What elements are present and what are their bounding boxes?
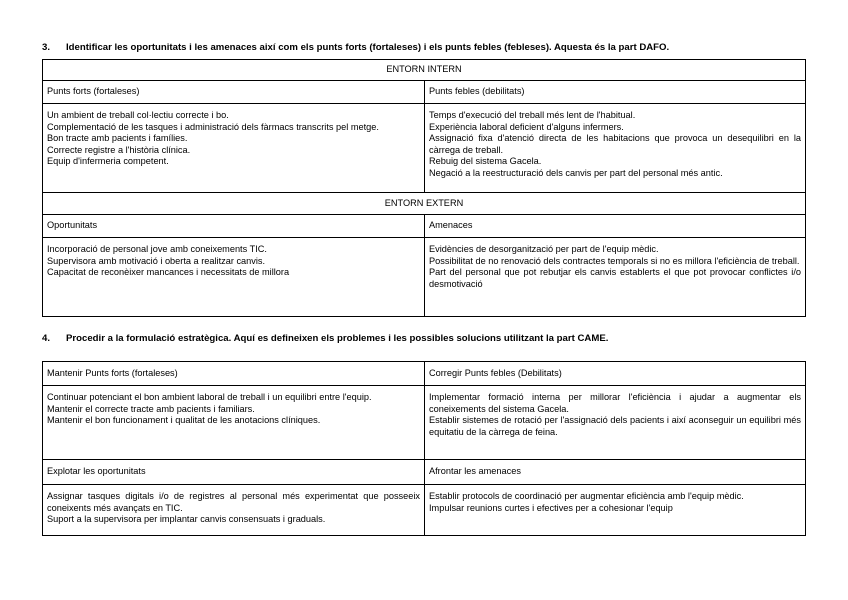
confront-item: Impulsar reunions curtes i efectives per a cohesionar l'equip: [429, 502, 673, 513]
exploit-item: Assignar tasques digitals i/o de registres al personal més experimentat que posseeix coneixents més avançats en TIC.: [47, 491, 420, 513]
section-4-number: 4.: [42, 333, 51, 344]
section-3-heading: [42, 42, 832, 53]
maintain-item: Mantenir el bon funcionament i qualitat de les anotacions clíniques.: [47, 415, 321, 426]
strengths-header: Punts forts (fortaleses): [43, 81, 425, 104]
maintain-header: Mantenir Punts forts (fortaleses): [43, 362, 425, 386]
correct-header: Corregir Punts febles (Debilitats): [425, 362, 806, 386]
maintain-item: Continuar potenciant el bon ambient laboral de treball i un equilibri entre l'equip.: [47, 392, 372, 402]
threats-cell: [425, 238, 806, 317]
threat-item: Possibilitat de no renovació dels contractes temporals si no es millora l'eficiència de treball.: [429, 255, 800, 266]
strength-item: Equip d'infermeria competent.: [47, 156, 169, 167]
weakness-item: Temps d'execució del treball més lent de l'habitual.: [429, 110, 636, 120]
opportunities-header: Oportunitats: [43, 215, 425, 238]
opportunities-cell: [43, 238, 425, 317]
strength-item: Complementació de les tasques i administració dels fàrmacs transcrits pel metge.: [47, 121, 379, 132]
section-3-title: Identificar les oportunitats i les amenaces així com els punts forts (fortaleses) i els punts febles (febleses). Aquesta és la part DAFO.: [66, 42, 670, 53]
strength-item: Correcte registre a l'història clínica.: [47, 144, 191, 155]
maintain-item: Mantenir el correcte tracte amb pacients i familiars.: [47, 403, 255, 414]
threat-item: Evidències de desorganització per part de l'equip mèdic.: [429, 244, 659, 254]
weaknesses-header: Punts febles (debilitats): [425, 81, 806, 104]
correct-cell: [425, 386, 806, 460]
section-4-heading: [42, 333, 832, 344]
correct-item: Implementar formació interna per millorar l'eficiència i ajudar a augmentar els coneixements del sistema Gacela.: [429, 392, 801, 414]
weakness-item: Rebuig del sistema Gacela.: [429, 156, 542, 167]
section-4-title: Procedir a la formulació estratègica. Aquí es defineixen els problemes i les possibles solucions utilitzant la part CAME.: [66, 333, 609, 344]
entorn-extern-header: ENTORN EXTERN: [43, 193, 806, 215]
weaknesses-cell: [425, 104, 806, 193]
strength-item: Bon tracte amb pacients i famílies.: [47, 133, 188, 144]
exploit-item: Suport a la supervisora per implantar canvis consensuats i graduals.: [47, 514, 326, 525]
entorn-intern-header: ENTORN INTERN: [43, 60, 806, 81]
threats-header: Amenaces: [425, 215, 806, 238]
dafo-table: [42, 59, 806, 317]
strength-item: Un ambient de treball col·lectiu correcte i bo.: [47, 110, 229, 120]
opportunity-item: Capacitat de reconèixer mancances i necessitats de millora: [47, 267, 290, 278]
confront-header: Afrontar les amenaces: [425, 460, 806, 485]
exploit-cell: [43, 485, 425, 536]
maintain-cell: [43, 386, 425, 460]
opportunity-item: Supervisora amb motivació i oberta a realitzar canvis.: [47, 255, 266, 266]
opportunity-item: Incorporació de personal jove amb coneixements TIC.: [47, 244, 267, 254]
correct-item: Establir sistemes de rotació per l'assignació dels pacients i així aconseguir un equilibri més equitatiu de la càrrega de feina.: [429, 415, 801, 437]
weakness-item: Assignació fixa d'atenció directa de les habitacions que provoca un desequilibri en la càrrega de treball.: [429, 133, 801, 155]
weakness-item: Experiència laboral deficient d'alguns infermers.: [429, 121, 624, 132]
strengths-cell: [43, 104, 425, 193]
exploit-header: Explotar les oportunitats: [43, 460, 425, 485]
confront-item: Establir protocols de coordinació per augmentar eficiència amb l'equip mèdic.: [429, 491, 744, 501]
confront-cell: [425, 485, 806, 536]
weakness-item: Negació a la reestructuració dels canvis per part del personal més antic.: [429, 167, 723, 178]
threat-item: Part del personal que pot rebutjar els canvis establerts el que pot provocar conflictes i/o desmotivació: [429, 267, 801, 289]
came-table: [42, 361, 806, 536]
section-3-number: 3.: [42, 42, 51, 53]
